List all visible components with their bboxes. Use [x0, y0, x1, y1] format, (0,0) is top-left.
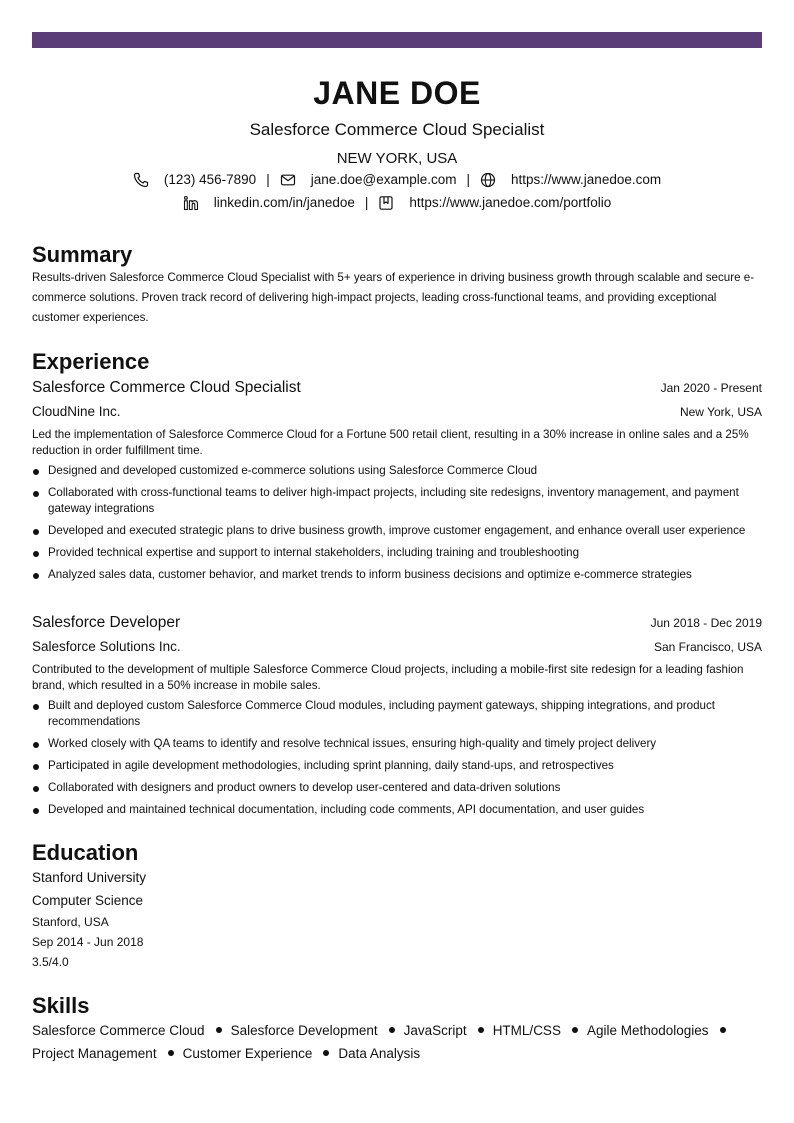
- candidate-name: JANE DOE: [313, 75, 481, 111]
- website-link[interactable]: https://www.janedoe.com: [511, 172, 662, 187]
- skill-item: Salesforce Commerce Cloud: [32, 1023, 205, 1038]
- education-school: Stanford University: [32, 870, 147, 885]
- bullet-icon: [478, 1027, 484, 1033]
- phone-number[interactable]: (123) 456-7890: [163, 172, 257, 187]
- job-bullet-list: [32, 463, 762, 583]
- job-description: Contributed to the development of multiple Salesforce Commerce Cloud projects, including a mobile-first site redesign for a leading fashion brand, which resulted in a 50% increase in mobile sales.: [32, 663, 744, 692]
- bullet-icon: [33, 704, 39, 710]
- contact-separator: |: [266, 172, 270, 187]
- skill-item: JavaScript: [403, 1023, 467, 1038]
- skills-heading: Skills: [32, 993, 90, 1018]
- list-item: Collaborated with cross-functional teams to deliver high-impact projects, including site redesigns, inventory management, and payment gateway integrations: [32, 485, 762, 517]
- education-dates: Sep 2014 - Jun 2018: [32, 935, 144, 949]
- bullet-icon: [389, 1027, 395, 1033]
- contact-row-primary: [32, 170, 762, 190]
- bullet-icon: [33, 808, 39, 814]
- job-dates: Jun 2018 - Dec 2019: [650, 616, 762, 630]
- bullet-icon: [572, 1027, 578, 1033]
- education-degree: Computer Science: [32, 893, 144, 908]
- experience-item: [32, 378, 762, 589]
- linkedin-link[interactable]: linkedin.com/in/janedoe: [213, 195, 355, 210]
- job-company: Salesforce Solutions Inc.: [32, 639, 181, 654]
- education-heading: Education: [32, 840, 139, 865]
- bullet-icon: [33, 786, 39, 792]
- job-title: Salesforce Developer: [32, 614, 181, 631]
- job-description: Led the implementation of Salesforce Commerce Cloud for a Fortune 500 retail client, resulting in a 30% increase in online sales and a 25% reduction in order fulfillment time.: [32, 428, 749, 457]
- bullet-icon: [323, 1050, 329, 1056]
- list-item: Developed and executed strategic plans to drive business growth, improve customer engagement, and enhance overall user experience: [32, 523, 762, 539]
- accent-bar: [32, 32, 762, 48]
- contact-separator: |: [466, 172, 471, 187]
- job-location: San Francisco, USA: [653, 640, 762, 654]
- list-item: Worked closely with QA teams to identify and resolve technical issues, ensuring high-quality and timely project delivery: [32, 736, 762, 752]
- portfolio-link[interactable]: https://www.janedoe.com/portfolio: [409, 195, 612, 210]
- globe-icon: [480, 172, 496, 188]
- job-title: Salesforce Commerce Cloud Specialist: [32, 379, 301, 396]
- candidate-location: NEW YORK, USA: [336, 150, 458, 167]
- email-icon: [280, 172, 296, 188]
- skill-item: Customer Experience: [182, 1046, 313, 1061]
- job-location: New York, USA: [679, 405, 762, 419]
- summary-text: Results-driven Salesforce Commerce Cloud Specialist with 5+ years of experience in driving business growth through scalable and secure e-commerce solutions. Proven track record of delivering high-impact projects, leading cross-functional teams, and providing exceptional customer experiences.: [32, 271, 755, 324]
- bullet-icon: [720, 1027, 726, 1033]
- bullet-icon: [33, 764, 39, 770]
- skill-item: Data Analysis: [338, 1046, 421, 1061]
- education-gpa: 3.5/4.0: [32, 955, 69, 969]
- list-item: Participated in agile development methodologies, including sprint planning, daily stand-ups, and retrospectives: [32, 758, 762, 774]
- bullet-icon: [168, 1050, 174, 1056]
- contact-row-secondary: [32, 193, 762, 213]
- list-item: Built and deployed custom Salesforce Commerce Cloud modules, including payment gateways, shipping integrations, and product recommendations: [32, 698, 762, 730]
- bullet-icon: [33, 551, 39, 557]
- bullet-icon: [33, 469, 39, 475]
- skill-item: Salesforce Development: [230, 1023, 378, 1038]
- email-link[interactable]: jane.doe@example.com: [310, 172, 457, 187]
- bullet-icon: [33, 573, 39, 579]
- job-dates: Jan 2020 - Present: [660, 381, 762, 395]
- list-item: Analyzed sales data, customer behavior, and market trends to inform business decisions and optimize e-commerce strategies: [32, 567, 762, 583]
- bullet-icon: [216, 1027, 222, 1033]
- linkedin-icon: [183, 195, 199, 211]
- education-location: Stanford, USA: [32, 915, 109, 929]
- bullet-icon: [33, 491, 39, 497]
- job-company: CloudNine Inc.: [32, 404, 121, 419]
- list-item: Developed and maintained technical documentation, including code comments, API documentation, and user guides: [32, 802, 762, 818]
- skill-item: HTML/CSS: [492, 1023, 561, 1038]
- skill-item: Agile Methodologies: [586, 1023, 709, 1038]
- skills-list: [32, 1019, 762, 1065]
- list-item: Provided technical expertise and support to internal stakeholders, including training and troubleshooting: [32, 545, 762, 561]
- portfolio-icon: [378, 195, 394, 211]
- skill-item: Project Management: [32, 1046, 157, 1061]
- bullet-icon: [33, 529, 39, 535]
- experience-item: [32, 613, 762, 824]
- list-item: Collaborated with designers and product owners to develop user-centered and data-driven solutions: [32, 780, 762, 796]
- bullet-icon: [33, 742, 39, 748]
- phone-icon: [133, 172, 149, 188]
- education-entry: [32, 866, 762, 972]
- job-bullet-list: [32, 698, 762, 818]
- experience-heading: Experience: [32, 349, 150, 374]
- summary-heading: Summary: [32, 242, 133, 267]
- contact-separator: |: [364, 195, 369, 210]
- list-item: Designed and developed customized e-commerce solutions using Salesforce Commerce Cloud: [32, 463, 762, 479]
- resume-header: [32, 72, 762, 213]
- candidate-headline: Salesforce Commerce Cloud Specialist: [249, 120, 545, 139]
